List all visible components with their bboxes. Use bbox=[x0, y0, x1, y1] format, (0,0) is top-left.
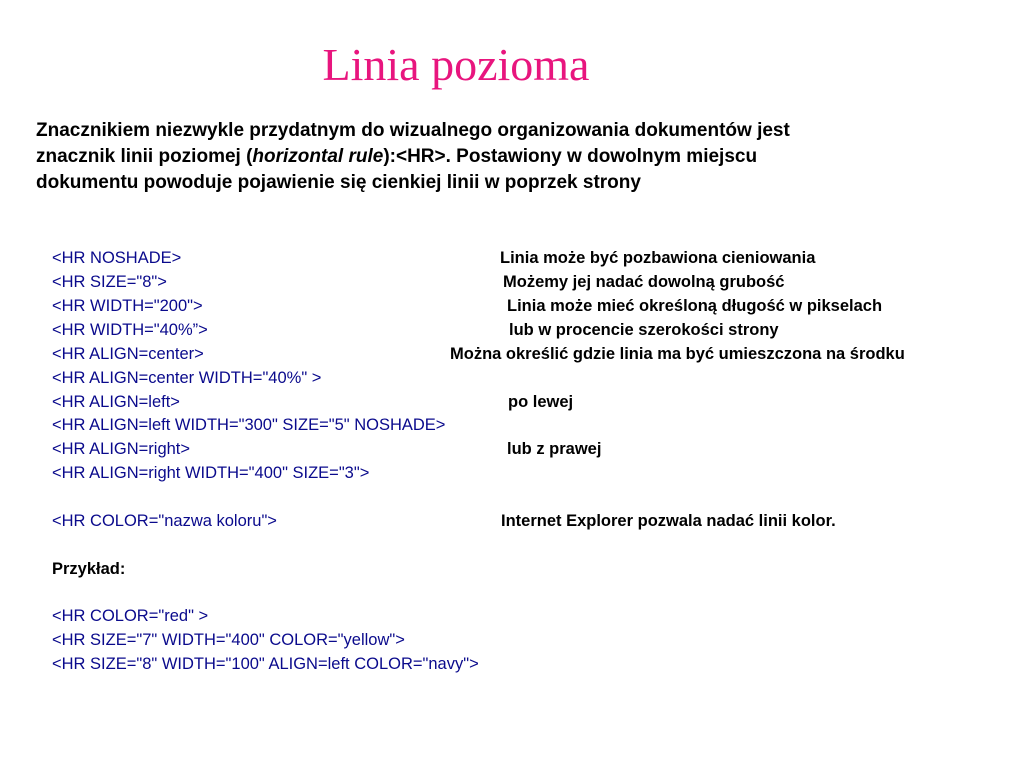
intro-line-3: dokumentu powoduje pojawienie się cienkiej linii w poprzek strony bbox=[36, 172, 641, 193]
tag-description: po lewej bbox=[508, 393, 574, 411]
intro-line-2-pre: znacznik linii poziomej ( bbox=[36, 146, 253, 167]
tag-code: <HR SIZE="8"> bbox=[52, 273, 167, 291]
example-code: <HR SIZE="8" WIDTH="100" ALIGN=left COLOR="navy"> bbox=[52, 655, 479, 673]
intro-line-2-post: ):<HR>. Postawiony w dowolnym miejscu bbox=[383, 146, 758, 167]
intro-line-1: Znacznikiem niezwykle przydatnym do wizualnego organizowania dokumentów jest bbox=[36, 120, 790, 141]
intro-paragraph bbox=[36, 118, 996, 196]
color-tag-description: Internet Explorer pozwala nadać linii kolor. bbox=[501, 512, 836, 530]
tag-description: lub z prawej bbox=[507, 440, 602, 458]
example-code: <HR SIZE="7" WIDTH="400" COLOR="yellow"> bbox=[52, 631, 405, 649]
slide-title: Linia pozioma bbox=[322, 39, 590, 90]
tag-description: Możemy jej nadać dowolną grubość bbox=[503, 273, 785, 291]
intro-line-2-italic: horizontal rule bbox=[252, 146, 384, 167]
tag-code: <HR ALIGN=center WIDTH="40%" > bbox=[52, 369, 322, 387]
tag-code: <HR ALIGN=left WIDTH="300" SIZE="5" NOSHADE> bbox=[52, 416, 446, 434]
intro-line-2 bbox=[36, 144, 996, 170]
tag-code: <HR ALIGN=center> bbox=[52, 345, 204, 363]
tag-description: Linia może być pozbawiona cieniowania bbox=[500, 249, 816, 267]
tag-code: <HR ALIGN=left> bbox=[52, 393, 180, 411]
tag-code: <HR WIDTH="40%”> bbox=[52, 321, 208, 339]
tag-code: <HR WIDTH="200"> bbox=[52, 297, 203, 315]
tag-code: <HR NOSHADE> bbox=[52, 249, 182, 267]
color-tag-code: <HR COLOR="nazwa koloru"> bbox=[52, 512, 277, 530]
tag-description: Można określić gdzie linia ma być umieszczona na środku bbox=[450, 345, 905, 363]
example-label: Przykład: bbox=[52, 560, 126, 578]
tag-description: Linia może mieć określoną długość w pikselach bbox=[507, 297, 883, 315]
tag-description: lub w procencie szerokości strony bbox=[509, 321, 779, 339]
example-code: <HR COLOR="red" > bbox=[52, 607, 209, 625]
tag-code: <HR ALIGN=right> bbox=[52, 440, 191, 458]
tag-code: <HR ALIGN=right WIDTH="400" SIZE="3"> bbox=[52, 464, 370, 482]
